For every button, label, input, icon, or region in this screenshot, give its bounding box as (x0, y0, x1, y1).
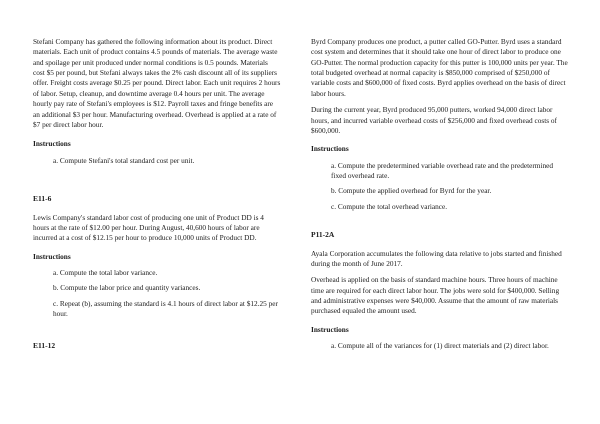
byrd-item-a: a. Compute the predetermined variable overhead rate and the predetermined fixed overhead rate. (331, 160, 554, 180)
left-column (33, 37, 281, 352)
byrd-instructions-heading: Instructions (311, 144, 349, 154)
byrd-item-b: b. Compute the applied overhead for Byrd for the year. (331, 186, 492, 196)
e11-6-item-c: c. Repeat (b), assuming the standard is 4.1 hours of direct labor at $12.25 per hour. (53, 298, 278, 319)
e11-6-text: Lewis Company's standard labor cost of producing one unit of Product DD is 4 hours at the rate of $12.00 per hour. During August, 40,600 hours of labor are incurred at a cost of $12.15 per hour to produce 10,000 units of Product DD. (33, 212, 264, 243)
stefani-problem-text: Stefani Company has gathered the following information about its product. Direct materials. Each unit of product contains 4.5 pounds of materials. The average waste and spoilage per unit produced under normal conditions is 0.5 pounds. Materials cost $5 per pound, but Stefani always takes the 2% cash discount all of its suppliers offer. Freight costs average $0.25 per pound. Direct labor. Each unit requires 2 hours of labor. Setup, cleanup, and downtime average 0.4 hours per unit. The average hourly pay rate of Stefani's employees is $12. Payroll taxes and fringe benefits are an additional $3 per hour. Manufacturing overhead. Overhead is applied at a rate of $7 per direct labor hour. (33, 37, 281, 129)
p11-2a-item-a: a. Compute all of the variances for (1) direct materials and (2) direct labor. (331, 341, 549, 351)
p11-2a-text-1: Ayala Corporation accumulates the following data relative to jobs started and finished during the month of June 2017. (311, 248, 562, 269)
e11-6-item-b: b. Compute the labor price and quantity variances. (53, 283, 201, 293)
right-column (311, 37, 569, 357)
e11-6-heading: E11-6 (33, 193, 52, 203)
stefani-instructions-heading: Instructions (33, 139, 71, 149)
byrd-problem-text-2: During the current year, Byrd produced 95,000 putters, worked 94,000 direct labor hours, and incurred variable overhead costs of $256,000 and fixed overhead costs of $600,000. (311, 105, 557, 135)
byrd-item-c: c. Compute the total overhead variance. (331, 201, 448, 211)
p11-2a-heading: P11-2A (311, 230, 335, 240)
p11-2a-text-2: Overhead is applied on the basis of standard machine hours. Three hours of machine time are required for each direct labor hour. The jobs were sold for $400,000. Selling and administrative expenses were $40,000. Assume that the amount of raw materials purchased equaled the amount used. (311, 275, 560, 316)
p11-2a-instructions-heading: Instructions (311, 324, 349, 334)
byrd-problem-text: Byrd Company produces one product, a putter called GO-Putter. Byrd uses a standard cost system and determines that it should take one hour of direct labor to produce one GO-Putter. The normal production capacity for this putter is 100,000 units per year. The total budgeted overhead at normal capacity is $850,000 comprised of $250,000 of variable costs and $600,000 of fixed costs. Byrd applies overhead on the basis of direct labor hours. (311, 37, 568, 98)
e11-6-item-a: a. Compute the total labor variance. (53, 268, 158, 278)
stefani-item-a: a. Compute Stefani's total standard cost per unit. (53, 155, 195, 165)
e11-12-heading: E11-12 (33, 341, 56, 351)
e11-6-instructions-heading: Instructions (33, 251, 71, 261)
